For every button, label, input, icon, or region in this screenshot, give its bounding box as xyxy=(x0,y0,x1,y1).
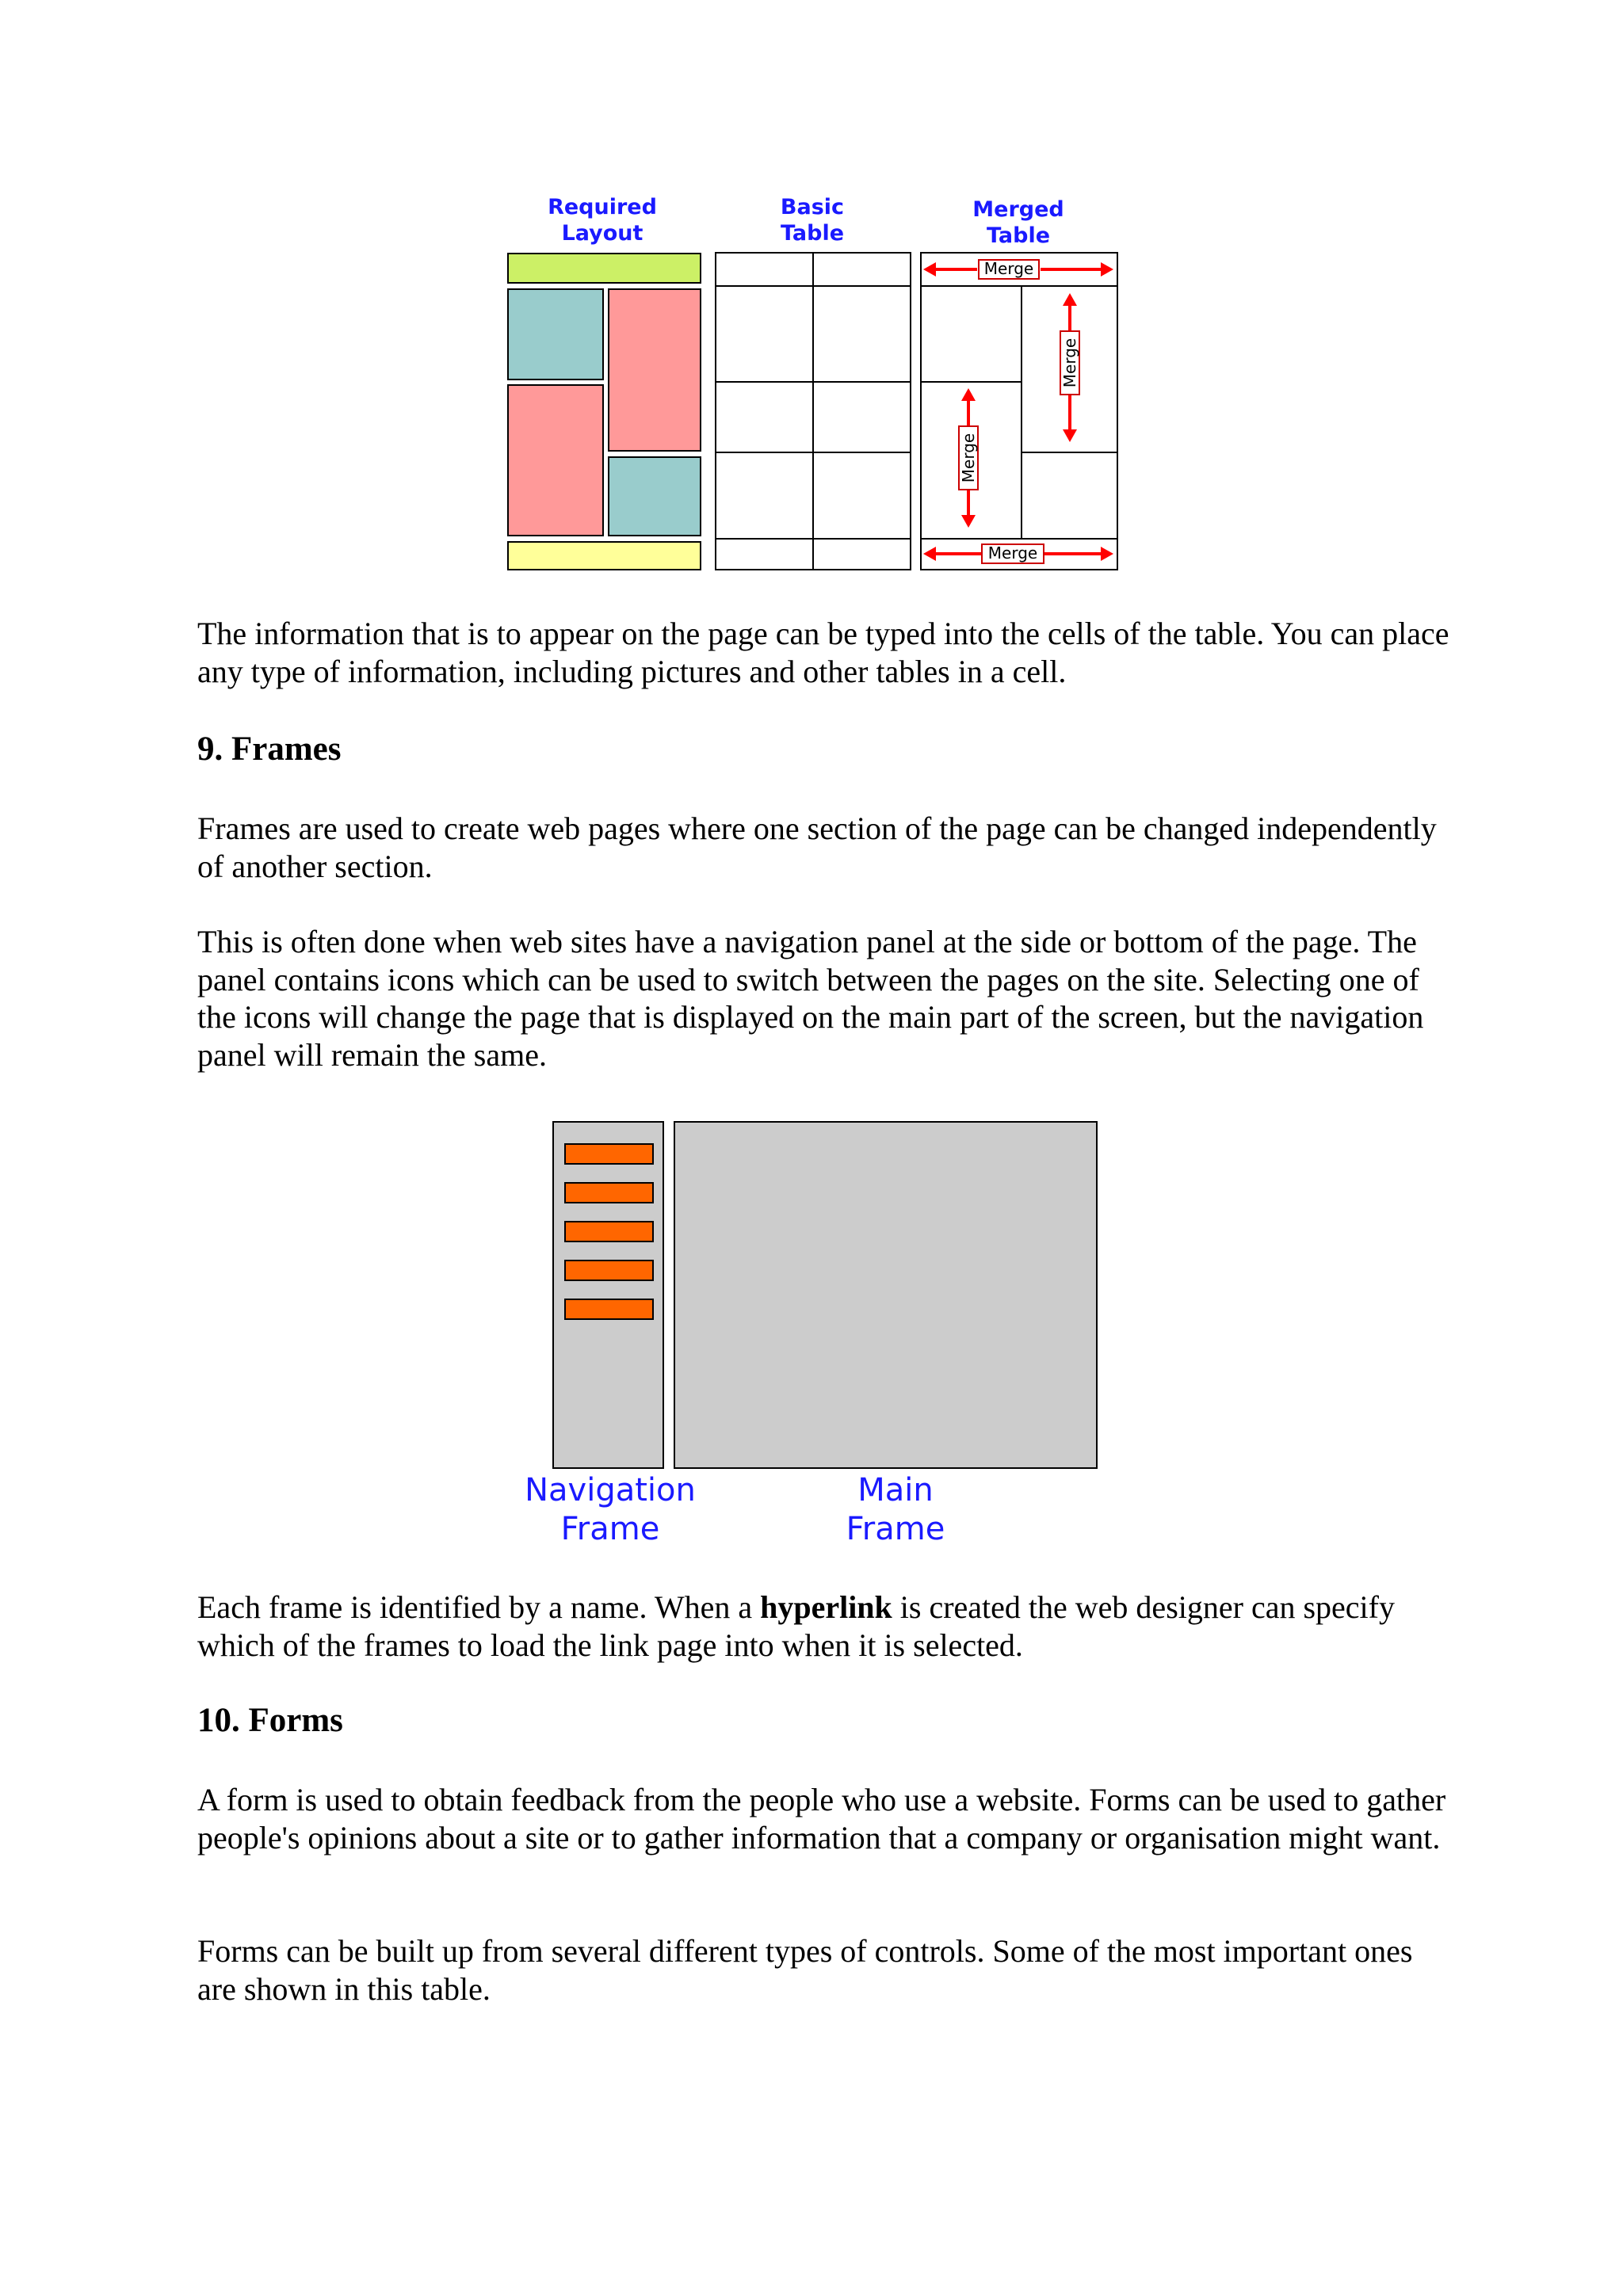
required-layout-label xyxy=(507,194,697,246)
basic-table-grid xyxy=(715,252,913,572)
merge-label-bottom: Merge xyxy=(987,543,1038,563)
frame-naming-text-start: Each frame is identified by a name. When a xyxy=(197,1589,761,1625)
nav-button xyxy=(564,1260,654,1281)
main-frame-label xyxy=(792,1471,999,1549)
required-layout-label-line1: Required xyxy=(548,195,657,219)
merged-table-label xyxy=(923,196,1113,249)
layout-teal-block-top xyxy=(507,288,604,380)
merge-label-left: Merge xyxy=(959,433,978,483)
nav-button xyxy=(564,1221,654,1242)
forms-heading: 10. Forms xyxy=(197,1702,343,1739)
main-frame-label-line1: Main xyxy=(857,1472,934,1508)
layout-pink-block-right xyxy=(608,288,701,452)
navigation-frame-label-line1: Navigation xyxy=(525,1472,696,1508)
merged-table-label-line1: Merged xyxy=(972,197,1064,222)
nav-button-list xyxy=(564,1143,654,1320)
table-info-paragraph: The information that is to appear on the page can be typed into the cells of the table. You can place any type of information, including pictures and other tables in a cell. xyxy=(197,616,1449,689)
nav-button xyxy=(564,1143,654,1165)
navigation-frame-label xyxy=(507,1471,713,1549)
navigation-frame xyxy=(552,1121,664,1469)
layout-pink-block-left xyxy=(507,384,604,536)
frames-navigation-paragraph: This is often done when web sites have a navigation panel at the side or bottom of the page. The panel contains icons which can be used to switch between the pages on the site. Selecting one of the icons will change the page that is displayed on the main part of the screen, but the navigation panel will remain the same. xyxy=(197,924,1424,1073)
main-frame-label-line2: Frame xyxy=(846,1511,945,1547)
merge-label-right: Merge xyxy=(1060,338,1079,388)
required-layout-label-line2: Layout xyxy=(561,221,643,246)
layout-teal-block-bottom xyxy=(608,456,701,536)
frame-naming-paragraph xyxy=(197,1589,1449,1664)
forms-intro-paragraph: A form is used to obtain feedback from the people who use a website. Forms can be used to gather people's opinions about a site or to gather information that a company or organisation might want. xyxy=(197,1782,1446,1855)
layout-header-block xyxy=(507,253,701,284)
merged-table-label-line2: Table xyxy=(986,223,1051,248)
main-frame xyxy=(674,1121,1098,1469)
forms-controls-paragraph: Forms can be built up from several different types of controls. Some of the most important ones are shown in this table. xyxy=(197,1933,1413,2007)
basic-table-label xyxy=(717,194,907,246)
layout-footer-block xyxy=(507,541,701,570)
basic-table-label-line2: Table xyxy=(780,221,845,246)
frames-heading: 9. Frames xyxy=(197,730,342,768)
hyperlink-term: hyperlink xyxy=(760,1589,892,1625)
merge-label-top: Merge xyxy=(983,259,1034,278)
merged-table-grid xyxy=(920,252,1120,572)
navigation-frame-label-line2: Frame xyxy=(560,1511,660,1547)
frames-intro-paragraph: Frames are used to create web pages where one section of the page can be changed independently of another section. xyxy=(197,810,1437,884)
nav-button xyxy=(564,1182,654,1203)
frame-naming-text-end: is created the web designer can specify which of the frames to load the link page into when it is selected. xyxy=(197,1589,1395,1663)
basic-table-label-line1: Basic xyxy=(780,195,845,219)
nav-button xyxy=(564,1299,654,1320)
